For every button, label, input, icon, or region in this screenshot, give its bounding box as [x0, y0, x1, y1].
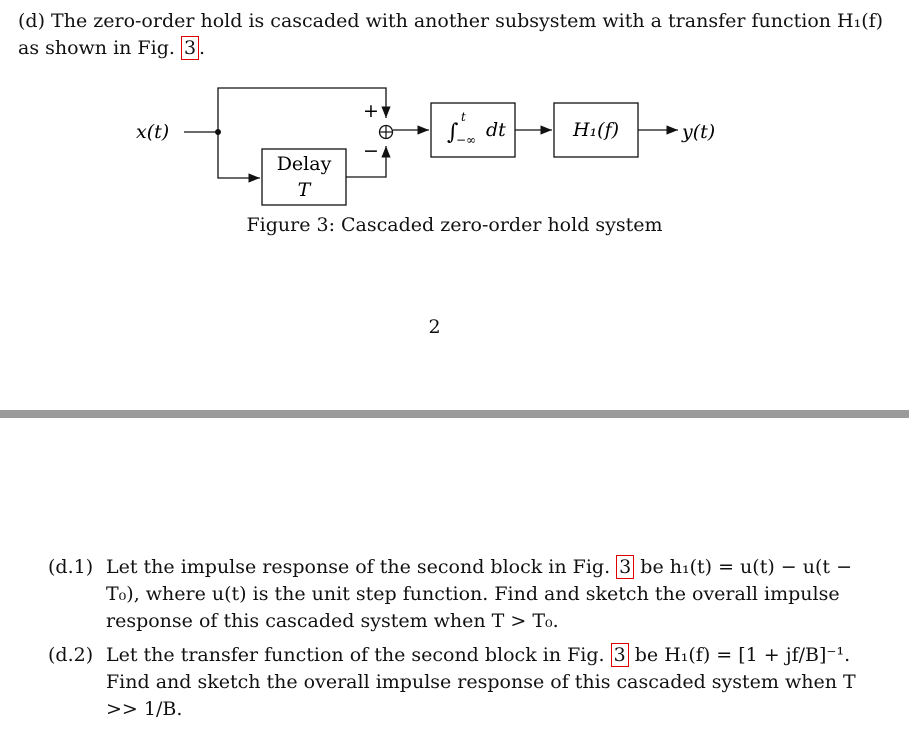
delay-time-label: T: [297, 179, 311, 201]
question-d2-text-end: be H₁(f) = [1 + jf/B]⁻¹. Find and sketch the overall impulse response of this cascaded system when T >> 1/B.: [106, 644, 856, 720]
question-d1-body: [106, 554, 878, 635]
question-d2-label: (d.2): [48, 644, 94, 666]
lower-path: [218, 132, 260, 178]
figure-ref-link-d2[interactable]: 3: [611, 643, 629, 667]
upper-path: [218, 88, 386, 132]
question-d1: [48, 554, 878, 635]
integrator-dt: dt: [486, 119, 506, 141]
integral-sign: ∫: [447, 120, 459, 145]
question-d1-text-end: be h₁(t) = u(t) − u(t − T₀), where u(t) is the unit step function. Find and sketch the overall impulse response of this cascaded system when T > T₀.: [106, 556, 852, 632]
input-label: x(t): [136, 121, 170, 143]
figure-ref-link-d1[interactable]: 3: [616, 555, 634, 579]
figure-caption: Figure 3: Cascaded zero-order hold system: [246, 214, 663, 236]
block-diagram: [0, 0, 909, 210]
plus-sign: +: [363, 100, 379, 122]
question-d1-label: (d.1): [48, 556, 94, 578]
output-label: y(t): [682, 121, 716, 143]
page-bottom: [0, 418, 909, 734]
h1-label: H₁(f): [572, 119, 620, 141]
question-d2-body: [106, 642, 878, 723]
delay-label: Delay: [276, 153, 332, 175]
question-d1-text: Let the impulse response of the second block in Fig.: [106, 556, 617, 578]
integrator-lower-limit: −∞: [456, 133, 477, 147]
integrator-upper-limit: t: [461, 110, 466, 124]
part-d-label: (d): [18, 10, 45, 32]
minus-sign: −: [363, 140, 379, 162]
page-number: 2: [428, 316, 441, 338]
part-d-text: The zero-order hold is cascaded with another subsystem with a transfer function H₁(f) as shown in Fig.: [18, 10, 884, 59]
question-d2-text: Let the transfer function of the second block in Fig.: [106, 644, 611, 666]
question-d2: [48, 642, 878, 723]
part-d-text-end: .: [199, 37, 206, 59]
page-divider: [0, 410, 909, 418]
figure-ref-link[interactable]: 3: [181, 36, 199, 60]
